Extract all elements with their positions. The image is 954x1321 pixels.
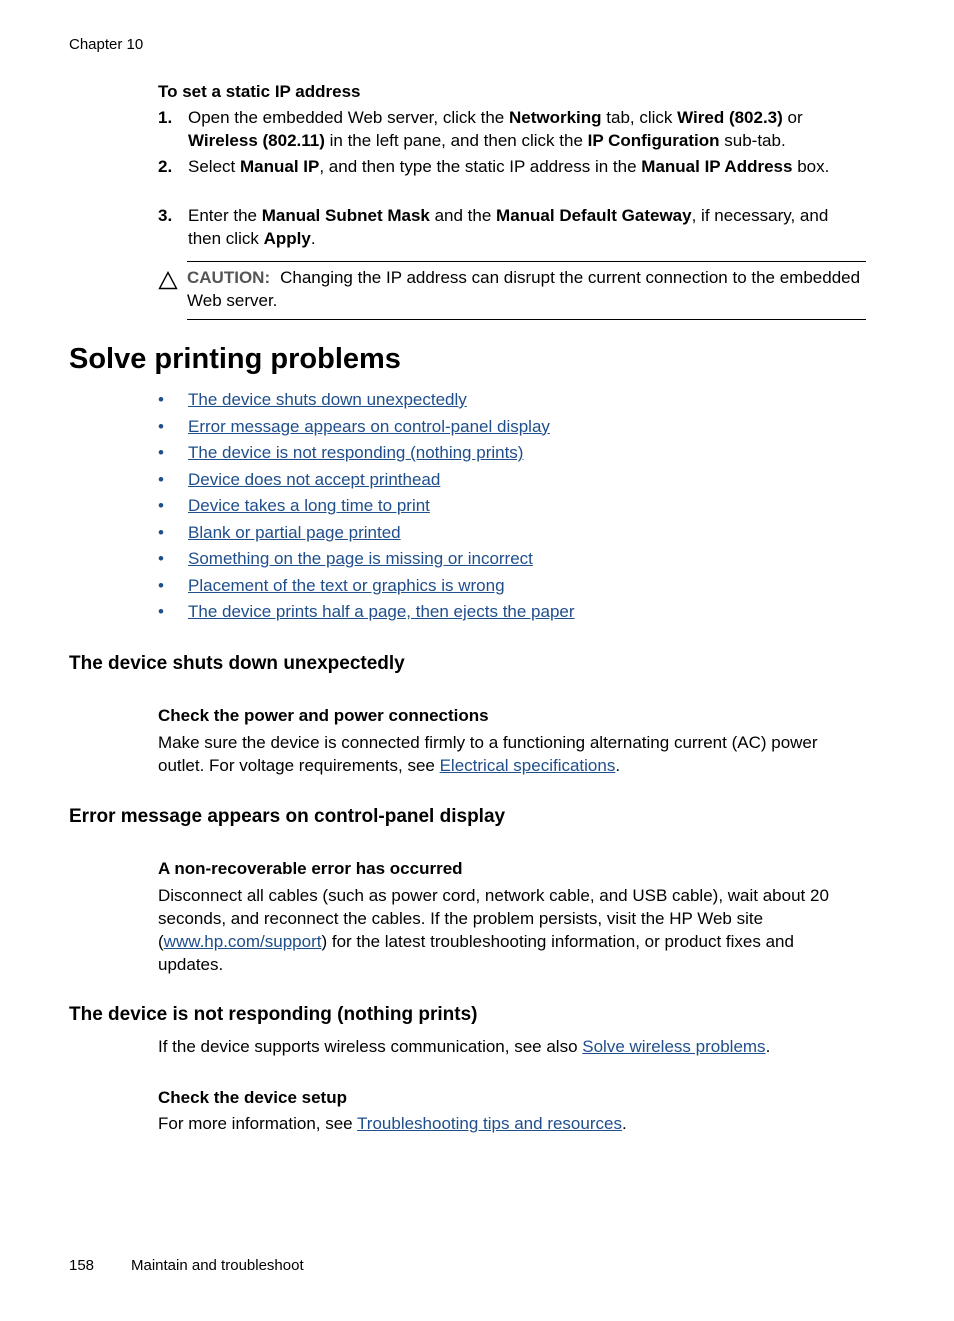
toc-link-error-message[interactable]: Error message appears on control-panel display xyxy=(188,416,550,436)
link-electrical-specifications[interactable]: Electrical specifications xyxy=(439,756,616,775)
paragraph-wireless: If the device supports wireless communication, see also Solve wireless problems. xyxy=(158,1037,771,1056)
caution-note xyxy=(158,261,866,320)
bullet: • xyxy=(158,416,164,436)
paragraph-error: Disconnect all cables (such as power cord, network cable, and USB cable), wait about 20 seconds, and reconnect the cables. If the problem persists, visit the HP Web site (www.hp.com/support) for the latest troubleshooting information, or product fixes and updates. xyxy=(158,886,829,974)
toc-link-placement[interactable]: Placement of the text or graphics is wrong xyxy=(188,575,505,595)
static-ip-heading: To set a static IP address xyxy=(158,82,361,101)
step-3 xyxy=(158,204,858,250)
section-title-shutdown: The device shuts down unexpectedly xyxy=(69,653,405,674)
link-hp-support[interactable]: www.hp.com/support xyxy=(163,932,322,951)
footer-section-title: Maintain and troubleshoot xyxy=(131,1257,304,1274)
bullet: • xyxy=(158,469,164,489)
caution-triangle-icon xyxy=(158,271,178,290)
link-troubleshooting-tips[interactable]: Troubleshooting tips and resources xyxy=(357,1114,622,1133)
page-title: Solve printing problems xyxy=(69,343,401,375)
bullet: • xyxy=(158,575,164,595)
step-text: Enter the Manual Subnet Mask and the Manual Default Gateway, if necessary, and then click Apply. xyxy=(188,206,829,248)
toc-link-not-responding[interactable]: The device is not responding (nothing prints) xyxy=(188,443,524,462)
step-number: 2. xyxy=(158,157,173,176)
section-title-error: Error message appears on control-panel display xyxy=(69,806,506,827)
step-1 xyxy=(158,106,858,152)
divider xyxy=(187,261,866,262)
bullet: • xyxy=(158,549,164,568)
caution-text: Changing the IP address can disrupt the current connection to the embedded Web server. xyxy=(187,268,861,310)
toc-link-half-page[interactable]: The device prints half a page, then ejects the paper xyxy=(188,602,575,621)
divider xyxy=(187,319,866,320)
bullet: • xyxy=(158,443,164,462)
subheading-device-setup: Check the device setup xyxy=(158,1088,347,1107)
bullet: • xyxy=(158,496,164,515)
step-number: 1. xyxy=(158,108,173,127)
toc-link-missing-incorrect[interactable]: Something on the page is missing or incorrect xyxy=(188,549,533,568)
toc-link-long-time[interactable]: Device takes a long time to print xyxy=(188,496,430,515)
bullet: • xyxy=(158,522,164,542)
page-number: 158 xyxy=(69,1257,95,1274)
subheading-power: Check the power and power connections xyxy=(158,706,489,725)
link-solve-wireless[interactable]: Solve wireless problems xyxy=(582,1037,766,1056)
step-text: Select Manual IP, and then type the static IP address in the Manual IP Address box. xyxy=(188,157,830,176)
chapter-header: Chapter 10 xyxy=(69,36,144,53)
subheading-error: A non-recoverable error has occurred xyxy=(158,859,463,878)
step-number: 3. xyxy=(158,206,173,225)
toc-link-blank-page[interactable]: Blank or partial page printed xyxy=(188,522,401,542)
step-text: Open the embedded Web server, click the Networking tab, click Wired (802.3) or Wireless (802.11) in the left pane, and then click the IP Configuration sub-tab. xyxy=(188,108,803,150)
bullet: • xyxy=(158,390,164,409)
step-2 xyxy=(158,155,858,178)
toc-link-printhead[interactable]: Device does not accept printhead xyxy=(188,469,441,489)
paragraph-power: Make sure the device is connected firmly to a functioning alternating current (AC) power outlet. For voltage requirements, see Electrical specifications. xyxy=(158,733,818,775)
bullet: • xyxy=(158,602,164,621)
paragraph-setup: For more information, see Troubleshooting tips and resources. xyxy=(158,1114,627,1133)
caution-text-block xyxy=(187,266,867,312)
toc-link-shuts-down[interactable]: The device shuts down unexpectedly xyxy=(188,390,467,409)
section-title-not-responding: The device is not responding (nothing prints) xyxy=(69,1004,478,1025)
caution-label: CAUTION: xyxy=(187,268,271,287)
